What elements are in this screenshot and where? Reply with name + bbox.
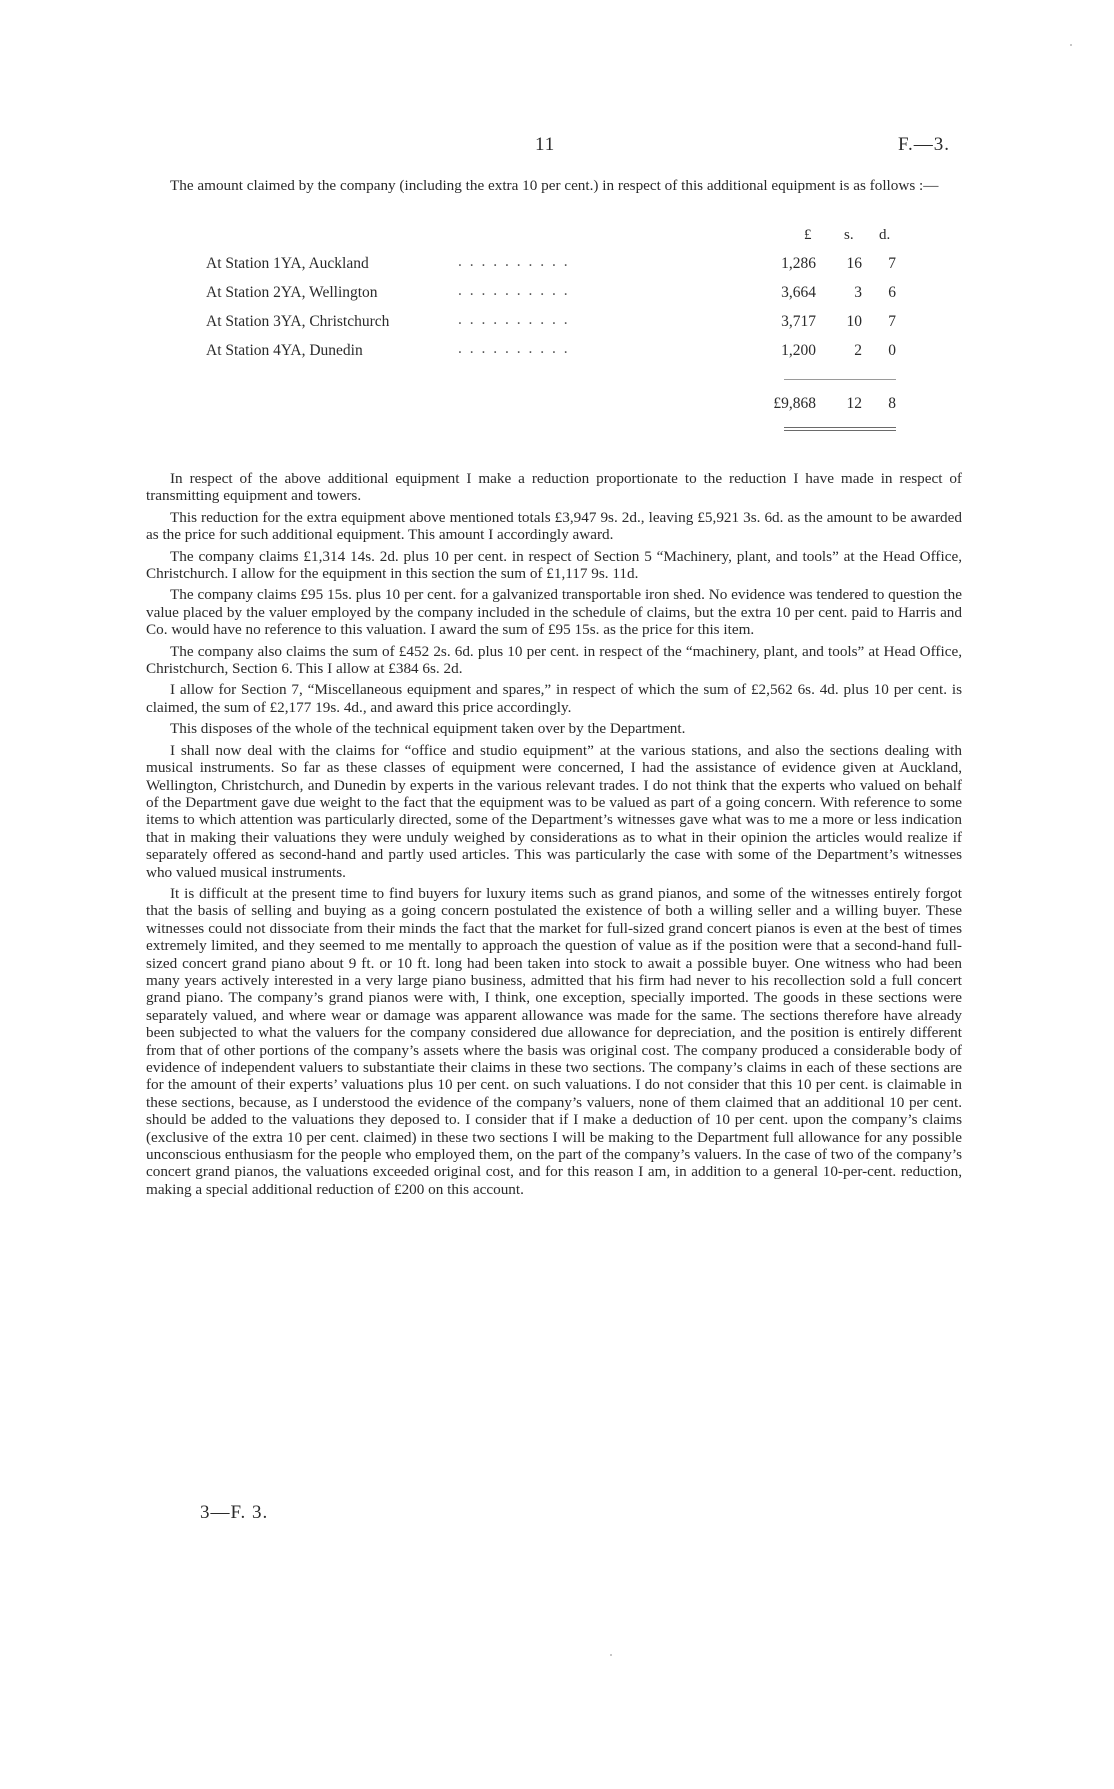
body-text: [146, 470, 962, 1202]
table-row: [206, 284, 896, 304]
intro-paragraph-block: [146, 177, 962, 194]
body-paragraph: This reduction for the extra equipment above mentioned totals £3,947 9s. 2d., leaving £5,921 3s. 6d. as the amount to be awarded as the price for such additional equipment. This amount I accordingly award.: [146, 508, 962, 544]
pence-column-header: d.: [879, 227, 891, 243]
amount-shillings: 10: [846, 313, 862, 330]
scan-speck: [1070, 44, 1072, 46]
amount-pounds: 3,717: [781, 313, 816, 330]
pounds-column-header: £: [804, 227, 812, 243]
body-paragraph: The company claims £95 15s. plus 10 per cent. for a galvanized transportable iron shed. No evidence was tendered to question the value placed by the valuer employed by the company included in the schedule of claims, but the extra 10 per cent. paid to Harris and Co. would have no reference to this valuation. I award the sum of £95 15s. as the price for this item.: [146, 586, 962, 639]
amount-pounds: 1,200: [781, 342, 816, 359]
subtotal-rule: [784, 379, 896, 380]
table-row: [206, 342, 896, 362]
amount-shillings: 3: [854, 284, 862, 301]
signature-reference: 3—F. 3.: [200, 1502, 269, 1523]
shillings-column-header: s.: [844, 227, 854, 243]
dot-leader: . . . . . . . . . .: [458, 340, 570, 357]
total-row: [206, 395, 896, 415]
station-label: At Station 1YA, Auckland: [206, 255, 369, 272]
document-reference: F.—3.: [898, 134, 951, 155]
amount-pounds: 1,286: [781, 255, 816, 272]
amount-pence: 7: [888, 313, 896, 330]
body-paragraph: I allow for Section 7, “Miscellaneous equipment and spares,” in respect of which the sum of £2,562 6s. 4d. plus 10 per cent. is claimed, the sum of £2,177 19s. 4d., and award this price accordingly.: [146, 681, 962, 716]
dot-leader: . . . . . . . . . .: [458, 253, 570, 270]
total-shillings: 12: [846, 395, 862, 412]
amount-pounds: 3,664: [781, 284, 816, 301]
table-row: [206, 313, 896, 333]
dot-leader: . . . . . . . . . .: [458, 311, 570, 328]
station-label: At Station 2YA, Wellington: [206, 284, 378, 301]
total-rule-upper: [784, 427, 896, 428]
amount-pence: 0: [888, 342, 896, 359]
total-rule-lower: [784, 430, 896, 431]
scan-speck: [610, 1654, 612, 1656]
page-number: 11: [535, 134, 556, 155]
body-paragraph: The company also claims the sum of £452 2s. 6d. plus 10 per cent. in respect of the “machinery, plant, and tools” at Head Office, Christchurch, Section 6. This I allow at £384 6s. 2d.: [146, 642, 962, 678]
body-paragraph: I shall now deal with the claims for “office and studio equipment” at the various stations, and also the sections dealing with musical instruments. So far as these classes of equipment were concerned, I had the assistance of evidence given at Auckland, Wellington, Christchurch, and Dunedin by experts in the various relevant trades. I do not think that the experts who valued on behalf of the Department gave due weight to the fact that the equipment was to be valued as part of a going concern. With reference to some items to which attention was particularly directed, some of the Department’s witnesses gave what was to me a more or less indication that in making their valuations they were unduly weighed by considerations as to what in their opinion the articles would realize if separately offered as second-hand and partly used articles. This was particularly the case with some of the Department’s witnesses who valued musical instruments.: [146, 741, 962, 881]
body-paragraph: The company claims £1,314 14s. 2d. plus 10 per cent. in respect of Section 5 “Machinery, plant, and tools” at the Head Office, Christchurch. I allow for the equipment in this section the sum of £1,117 9s. 11d.: [146, 547, 962, 583]
total-pounds: £9,868: [773, 395, 816, 412]
dot-leader: . . . . . . . . . .: [458, 282, 570, 299]
amount-shillings: 2: [854, 342, 862, 359]
amount-shillings: 16: [846, 255, 862, 272]
total-pence: 8: [888, 395, 896, 412]
station-label: At Station 4YA, Dunedin: [206, 342, 363, 359]
amount-pence: 7: [888, 255, 896, 272]
table-row: [206, 255, 896, 275]
body-paragraph: It is difficult at the present time to find buyers for luxury items such as grand pianos, and some of the witnesses entirely forgot that the basis of selling and buying as a going concern postulated the existence of both a willing seller and a willing buyer. These witnesses could not dissociate from their minds the fact that the market for full-sized grand concert pianos is even at the best of times extremely limited, and they seemed to me mentally to approach the question of value as if the position were that a second-hand full-sized concert grand piano about 9 ft. or 10 ft. long had been taken into stock to await a possible buyer. One witness who had been many years actively interested in a very large piano business, admitted that his firm had never to his recollection sold a full concert grand piano. The company’s grand pianos were with, I think, one exception, specially imported. The goods in these sections were separately valued, and where wear or damage was apparent allowance was made for the same. The sections therefore have already been subjected to what the valuers for the company considered due allowance for depreciation, and the position is entirely different from that of other portions of the company’s assets where the basis was original cost. The company produced a considerable body of evidence of independent valuers to substantiate their claims in these two sections. The company’s claims in each of these sections are for the amount of their experts’ valuations plus 10 per cent. on such valuations. I do not consider that this 10 per cent. is claimable in these sections, because, as I understood the evidence of the company’s valuers, none of them claimed that an additional 10 per cent. should be added to the valuations they deposed to. I consider that if I make a deduction of 10 per cent. upon the company’s claims (exclusive of the extra 10 per cent. claimed) in these two sections I will be making to the Department full allowance for any possible unconscious enthusiasm for the people who employed them, on the part of the company’s valuers. In the case of two of the company’s concert grand pianos, the valuations exceeded original cost, and for this reason I am, in addition to a general 10-per-cent. reduction, making a special additional reduction of £200 on this account.: [146, 884, 962, 1198]
body-paragraph: In respect of the above additional equipment I make a reduction proportionate to the reduction I have made in respect of transmitting equipment and towers.: [146, 470, 962, 505]
intro-paragraph: The amount claimed by the company (including the extra 10 per cent.) in respect of this additional equipment is as follows :—: [170, 177, 939, 194]
amount-pence: 6: [888, 284, 896, 301]
body-paragraph: This disposes of the whole of the technical equipment taken over by the Department.: [170, 720, 686, 738]
station-label: At Station 3YA, Christchurch: [206, 313, 390, 330]
